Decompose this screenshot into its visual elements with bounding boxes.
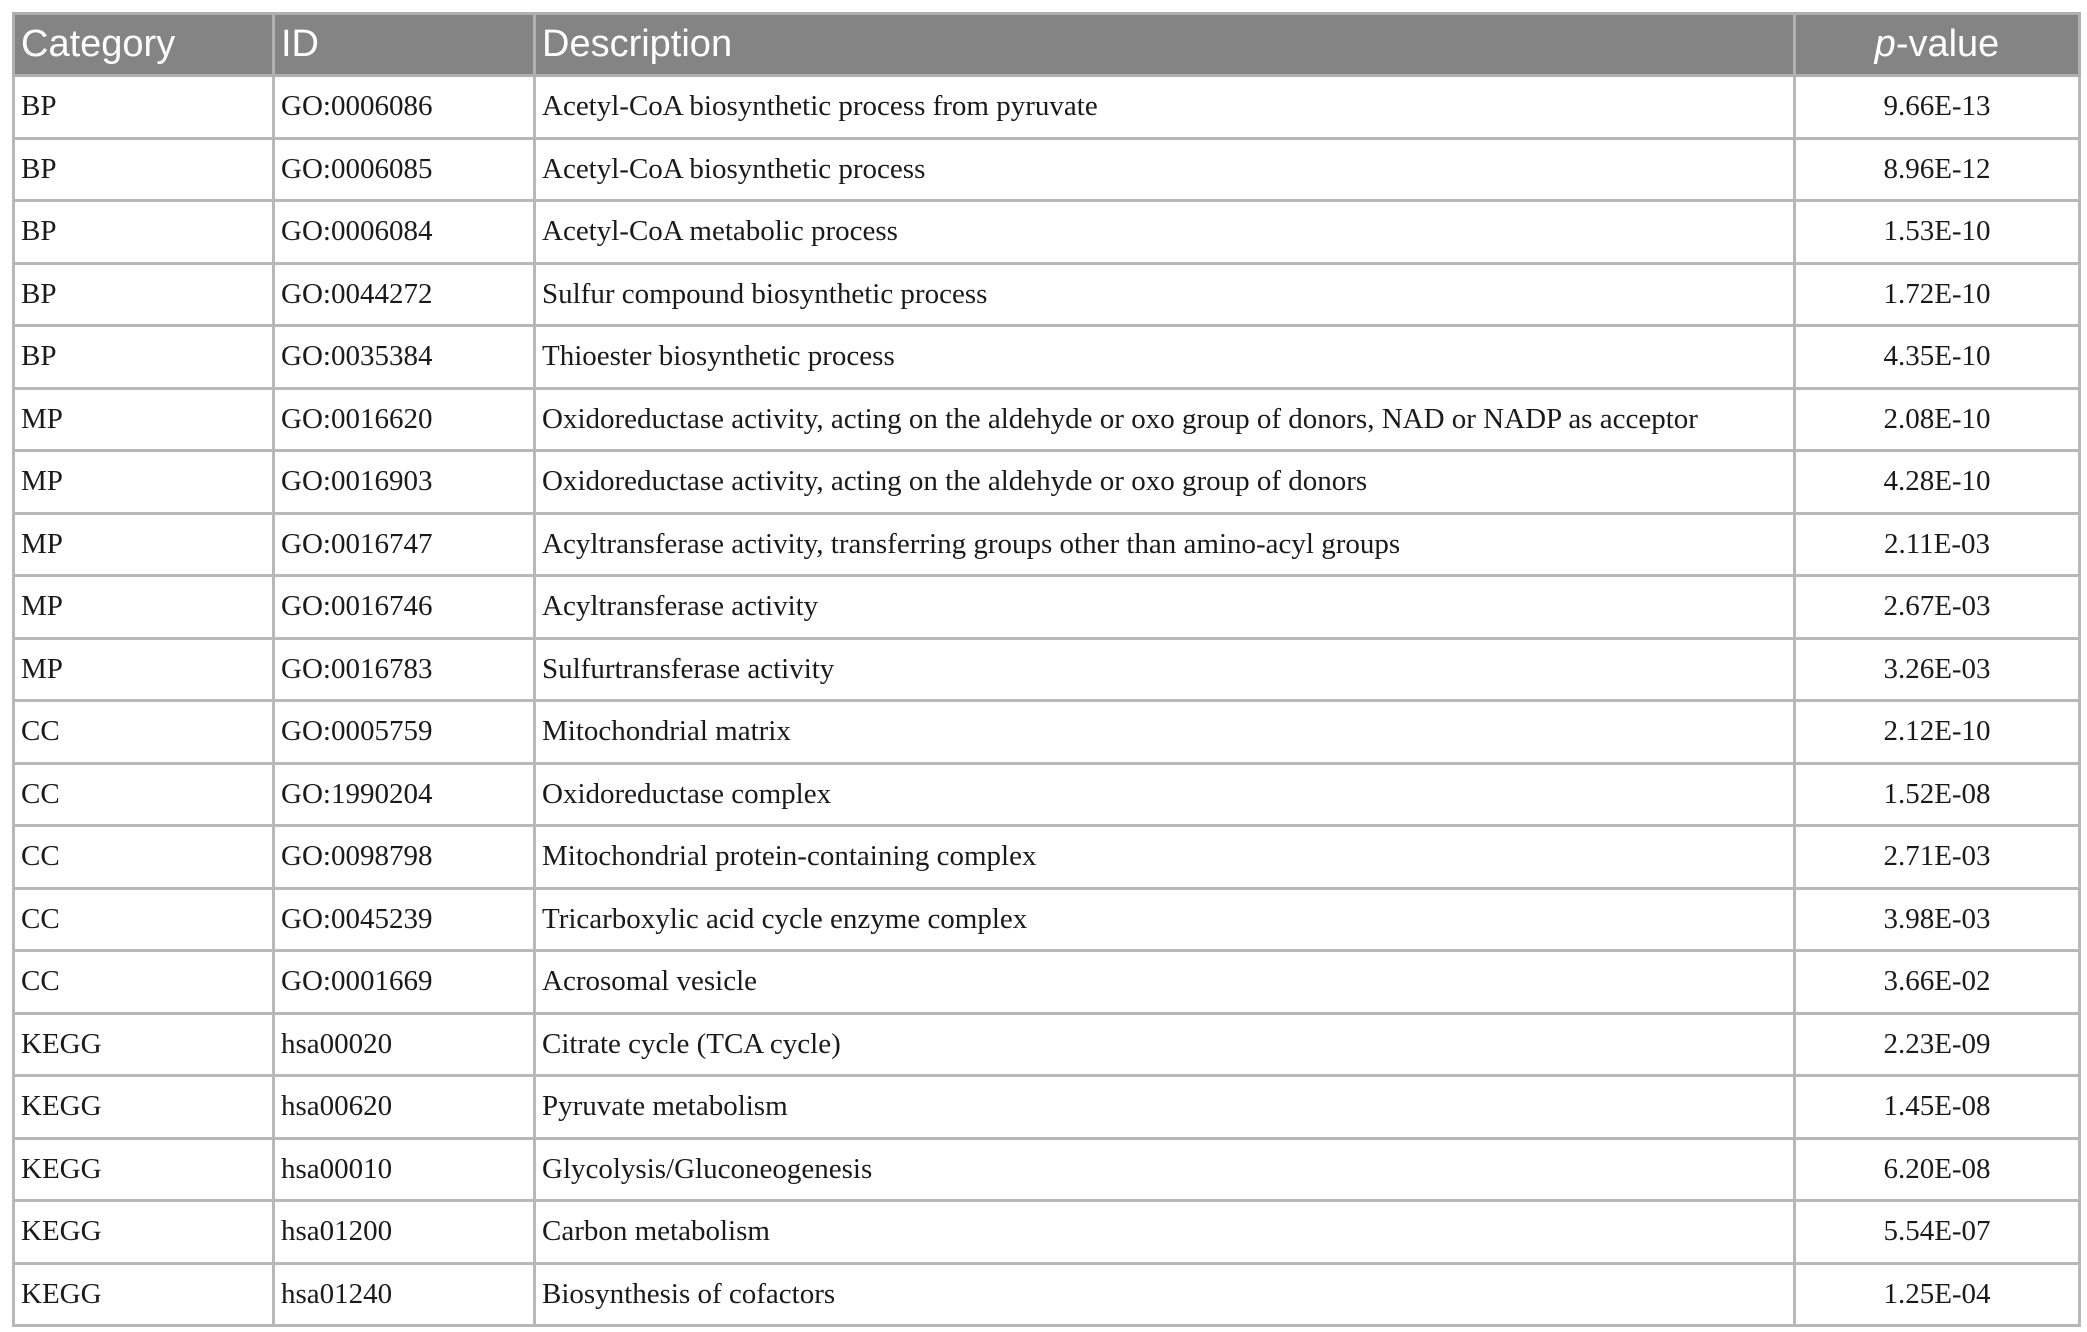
cell-description: Mitochondrial protein-containing complex: [535, 826, 1795, 889]
table-row: [14, 826, 2080, 889]
cell-description: Citrate cycle (TCA cycle): [535, 1013, 1795, 1076]
table-row: [14, 513, 2080, 576]
cell-description: Thioester biosynthetic process: [535, 326, 1795, 389]
cell-id: GO:0006085: [274, 138, 535, 201]
cell-id: hsa00020: [274, 1013, 535, 1076]
cell-id: GO:0044272: [274, 263, 535, 326]
cell-id: GO:0006086: [274, 76, 535, 139]
cell-category: MP: [14, 638, 274, 701]
table-row: [14, 201, 2080, 264]
table-row: [14, 1201, 2080, 1264]
cell-pvalue: 1.72E-10: [1795, 263, 2080, 326]
header-pvalue-rest: -value: [1895, 23, 2000, 65]
cell-id: GO:0005759: [274, 701, 535, 764]
cell-category: KEGG: [14, 1263, 274, 1326]
cell-pvalue: 2.67E-03: [1795, 576, 2080, 639]
cell-pvalue: 8.96E-12: [1795, 138, 2080, 201]
cell-category: BP: [14, 76, 274, 139]
table-row: [14, 76, 2080, 139]
header-pvalue-italic: p: [1874, 23, 1896, 65]
header-pvalue: [1795, 14, 2080, 76]
cell-category: KEGG: [14, 1201, 274, 1264]
cell-description: Oxidoreductase activity, acting on the aldehyde or oxo group of donors, NAD or NADP as acceptor: [535, 388, 1795, 451]
cell-id: GO:0035384: [274, 326, 535, 389]
cell-description: Acetyl-CoA biosynthetic process from pyruvate: [535, 76, 1795, 139]
cell-id: GO:0016783: [274, 638, 535, 701]
cell-id: GO:0001669: [274, 951, 535, 1014]
cell-id: GO:0016903: [274, 451, 535, 514]
cell-description: Biosynthesis of cofactors: [535, 1263, 1795, 1326]
cell-id: GO:0006084: [274, 201, 535, 264]
table-row: [14, 1013, 2080, 1076]
cell-category: MP: [14, 576, 274, 639]
cell-id: GO:0016747: [274, 513, 535, 576]
cell-pvalue: 2.11E-03: [1795, 513, 2080, 576]
cell-category: BP: [14, 138, 274, 201]
cell-id: hsa01240: [274, 1263, 535, 1326]
cell-category: KEGG: [14, 1076, 274, 1139]
header-row: [14, 14, 2080, 76]
enrichment-table: [12, 12, 2081, 1327]
cell-category: CC: [14, 888, 274, 951]
cell-category: MP: [14, 451, 274, 514]
header-category: Category: [14, 14, 274, 76]
cell-description: Oxidoreductase activity, acting on the aldehyde or oxo group of donors: [535, 451, 1795, 514]
cell-description: Glycolysis/Gluconeogenesis: [535, 1138, 1795, 1201]
table-header: [14, 14, 2080, 76]
cell-description: Oxidoreductase complex: [535, 763, 1795, 826]
cell-id: GO:0045239: [274, 888, 535, 951]
table-row: [14, 763, 2080, 826]
cell-category: KEGG: [14, 1138, 274, 1201]
cell-description: Acetyl-CoA metabolic process: [535, 201, 1795, 264]
cell-pvalue: 2.23E-09: [1795, 1013, 2080, 1076]
cell-category: KEGG: [14, 1013, 274, 1076]
cell-pvalue: 1.25E-04: [1795, 1263, 2080, 1326]
cell-id: GO:0016620: [274, 388, 535, 451]
cell-pvalue: 2.08E-10: [1795, 388, 2080, 451]
cell-id: GO:1990204: [274, 763, 535, 826]
cell-id: hsa01200: [274, 1201, 535, 1264]
table-row: [14, 1076, 2080, 1139]
table-row: [14, 576, 2080, 639]
cell-pvalue: 3.26E-03: [1795, 638, 2080, 701]
cell-category: CC: [14, 763, 274, 826]
cell-category: MP: [14, 388, 274, 451]
cell-pvalue: 9.66E-13: [1795, 76, 2080, 139]
table-row: [14, 638, 2080, 701]
table-row: [14, 263, 2080, 326]
header-description: Description: [535, 14, 1795, 76]
cell-description: Sulfur compound biosynthetic process: [535, 263, 1795, 326]
cell-category: BP: [14, 326, 274, 389]
cell-pvalue: 1.45E-08: [1795, 1076, 2080, 1139]
cell-description: Acyltransferase activity, transferring groups other than amino-acyl groups: [535, 513, 1795, 576]
cell-description: Tricarboxylic acid cycle enzyme complex: [535, 888, 1795, 951]
cell-pvalue: 3.98E-03: [1795, 888, 2080, 951]
cell-id: GO:0098798: [274, 826, 535, 889]
cell-category: CC: [14, 701, 274, 764]
cell-pvalue: 1.52E-08: [1795, 763, 2080, 826]
cell-category: MP: [14, 513, 274, 576]
cell-description: Pyruvate metabolism: [535, 1076, 1795, 1139]
table-body: [14, 76, 2080, 1326]
table-row: [14, 138, 2080, 201]
cell-category: BP: [14, 263, 274, 326]
cell-id: hsa00620: [274, 1076, 535, 1139]
cell-description: Acetyl-CoA biosynthetic process: [535, 138, 1795, 201]
header-id: ID: [274, 14, 535, 76]
table-row: [14, 388, 2080, 451]
cell-description: Acrosomal vesicle: [535, 951, 1795, 1014]
cell-pvalue: 4.35E-10: [1795, 326, 2080, 389]
table-row: [14, 701, 2080, 764]
cell-pvalue: 2.71E-03: [1795, 826, 2080, 889]
table-row: [14, 1138, 2080, 1201]
cell-description: Carbon metabolism: [535, 1201, 1795, 1264]
cell-pvalue: 1.53E-10: [1795, 201, 2080, 264]
table-row: [14, 888, 2080, 951]
cell-id: hsa00010: [274, 1138, 535, 1201]
table-row: [14, 951, 2080, 1014]
table-row: [14, 451, 2080, 514]
cell-pvalue: 4.28E-10: [1795, 451, 2080, 514]
cell-category: CC: [14, 826, 274, 889]
cell-category: BP: [14, 201, 274, 264]
table-row: [14, 326, 2080, 389]
cell-pvalue: 2.12E-10: [1795, 701, 2080, 764]
cell-description: Sulfurtransferase activity: [535, 638, 1795, 701]
cell-pvalue: 6.20E-08: [1795, 1138, 2080, 1201]
cell-id: GO:0016746: [274, 576, 535, 639]
table-row: [14, 1263, 2080, 1326]
cell-description: Mitochondrial matrix: [535, 701, 1795, 764]
cell-category: CC: [14, 951, 274, 1014]
enrichment-table-container: [12, 12, 2078, 1327]
cell-description: Acyltransferase activity: [535, 576, 1795, 639]
cell-pvalue: 5.54E-07: [1795, 1201, 2080, 1264]
cell-pvalue: 3.66E-02: [1795, 951, 2080, 1014]
